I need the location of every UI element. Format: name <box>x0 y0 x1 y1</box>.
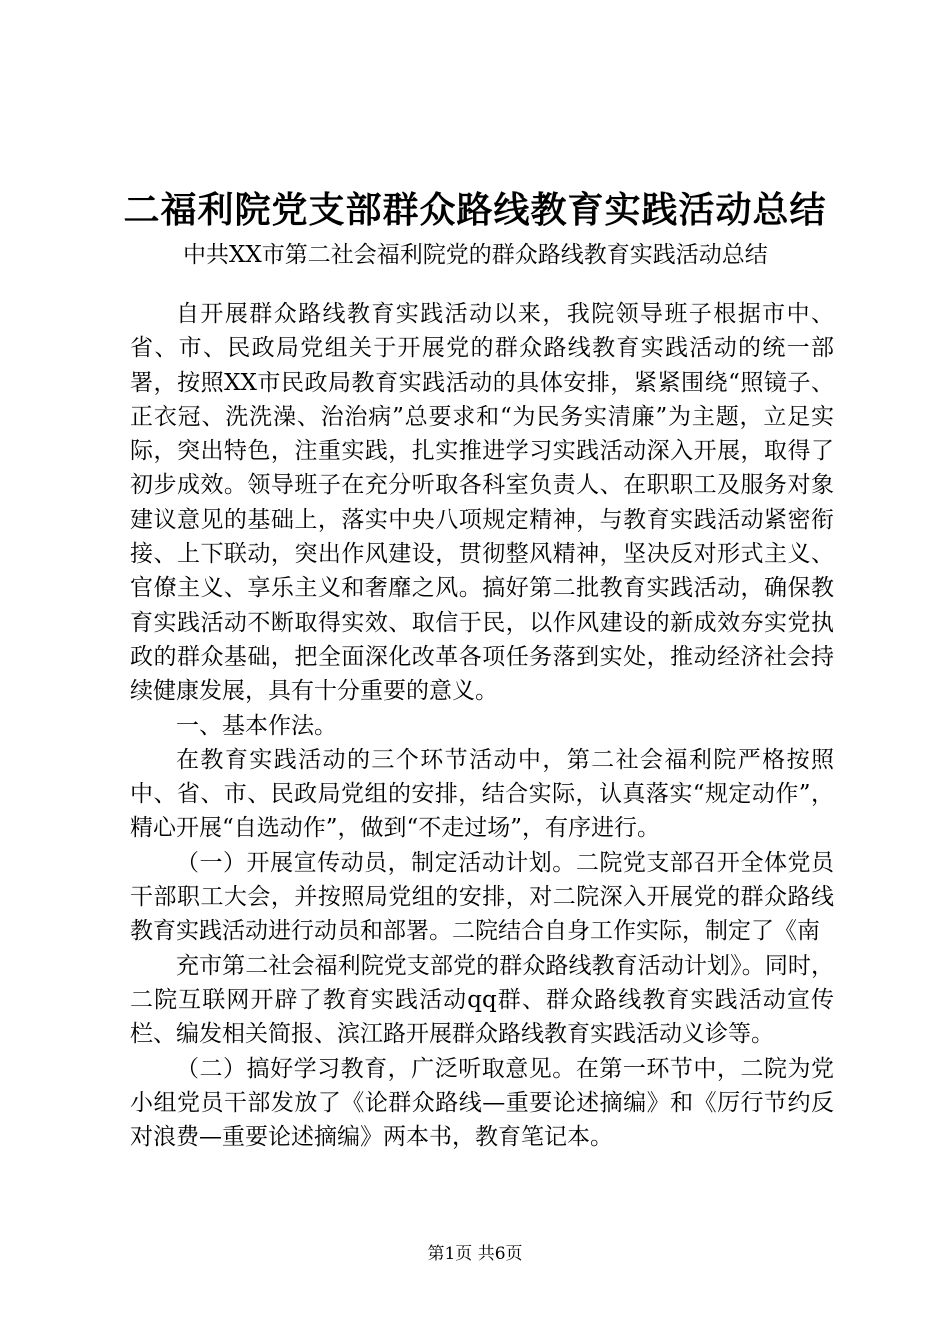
paragraph-item-two: （二）搞好学习教育，广泛听取意见。在第一环节中，二院为党小组党员干部发放了《论群众路线—重要论述摘编》和《厉行节约反对浪费—重要论述摘编》两本书，教育笔记本。 <box>130 1055 834 1151</box>
paragraph-intro: 自开展群众路线教育实践活动以来，我院领导班子根据市中、省、市、民政局党组关于开展党的群众路线教育实践活动的统一部署，按照XX市民政局教育实践活动的具体安排，紧紧围绕“照镜子、正衣冠、洗洗澡、治治病”总要求和“为民务实清廉”为主题，立足实际，突出特色，注重实践，扎实推进学习实践活动深入开展，取得了初步成效。领导班子在充分听取各科室负责人、在职职工及服务对象建议意见的基础上，落实中央八项规定精神，与教育实践活动紧密衔接、上下联动，突出作风建设，贯彻整风精神，坚决反对形式主义、官僚主义、享乐主义和奢靡之风。搞好第二批教育实践活动，确保教育实践活动不断取得实效、取信于民，以作风建设的新成效夯实党执政的群众基础，把全面深化改革各项任务落到实处，推动经济社会持续健康发展，具有十分重要的意义。 <box>130 301 834 705</box>
document-title: 二福利院党支部群众路线教育实践活动总结 <box>123 189 827 231</box>
document-subtitle: 中共XX市第二社会福利院党的群众路线教育实践活动总结 <box>183 242 768 268</box>
section-heading-basic-methods: 一、基本作法。 <box>176 712 337 739</box>
paragraph-item-one-continued: 充市第二社会福利院党支部党的群众路线教育活动计划》。同时，二院互联网开辟了教育实践活动qq群、群众路线教育实践活动宣传栏、编发相关简报、滨江路开展群众路线教育实践活动义诊等。 <box>130 952 834 1048</box>
paragraph-three-stages: 在教育实践活动的三个环节活动中，第二社会福利院严格按照中、省、市、民政局党组的安排，结合实际，认真落实“规定动作”，精心开展“自选动作”，做到“不走过场”，有序进行。 <box>130 746 834 842</box>
document-body <box>130 297 834 1154</box>
page-indicator: 第1页 共6页 <box>427 1244 523 1264</box>
paragraph-item-one: （一）开展宣传动员，制定活动计划。二院党支部召开全体党员干部职工大会，并按照局党组的安排，对二院深入开展党的群众路线教育实践活动进行动员和部署。二院结合自身工作实际，制定了《南 <box>130 849 834 945</box>
